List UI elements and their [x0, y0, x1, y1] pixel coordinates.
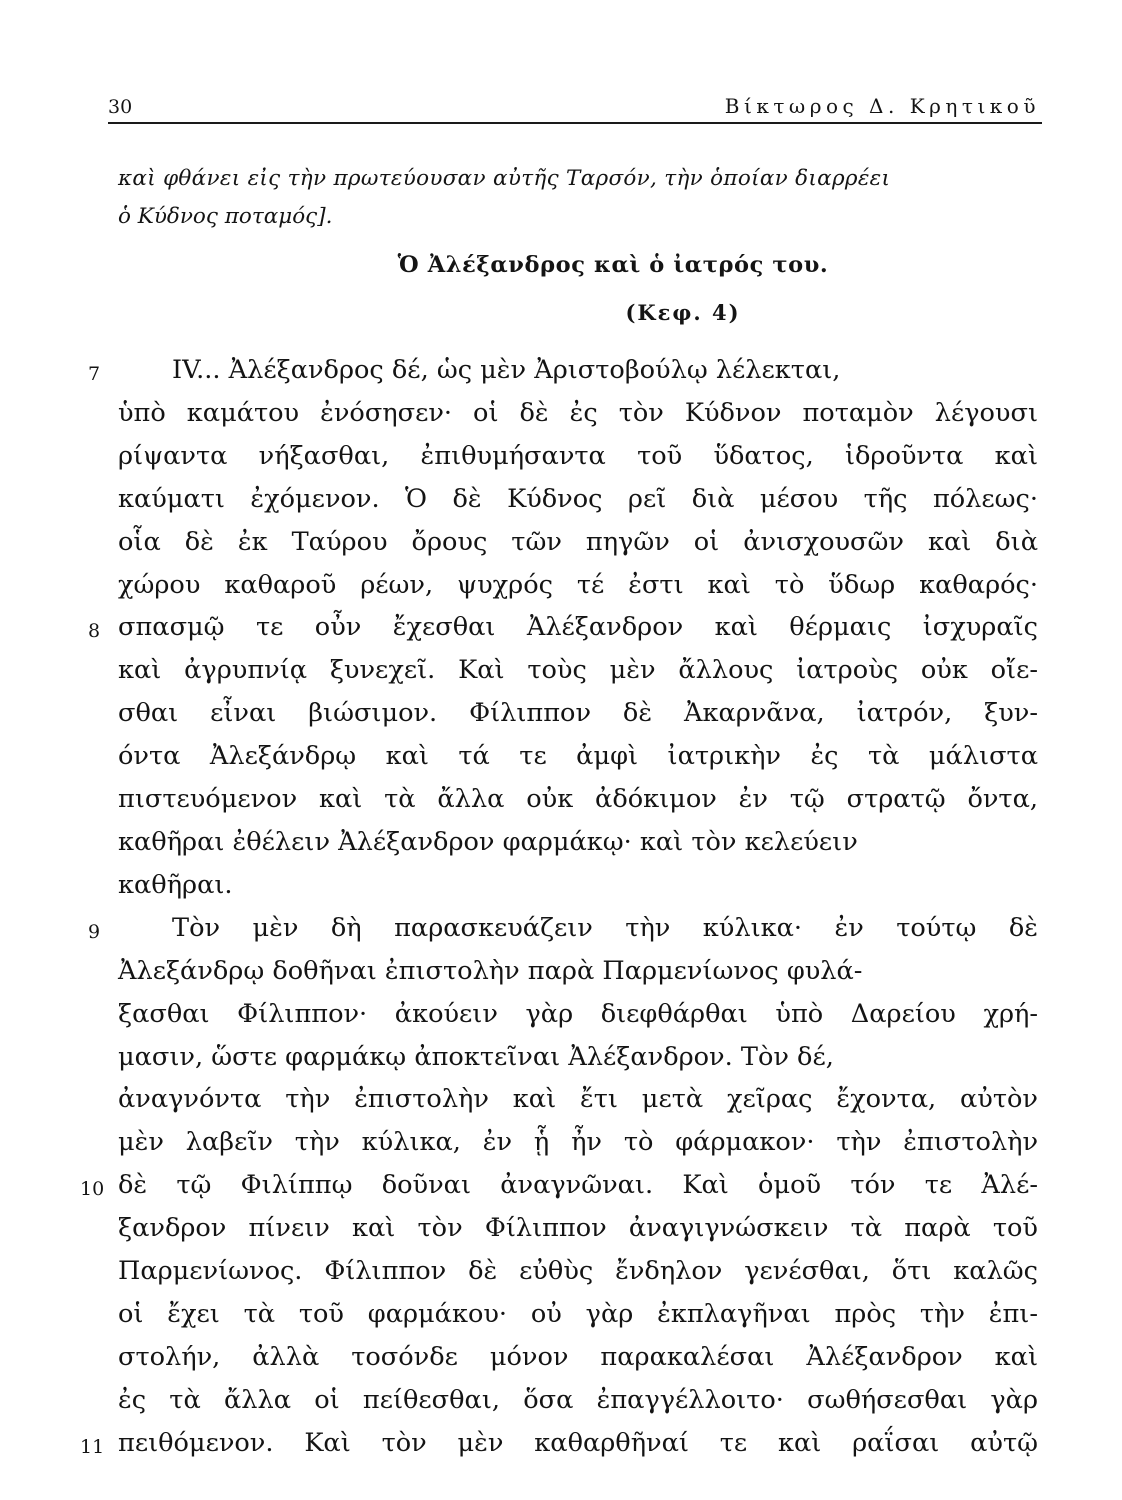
line-text: Τὸν μὲν δὴ παρασκευάζειν τὴν κύλικα· ἐν τούτῳ δὲ — [172, 912, 1038, 943]
text-line — [88, 349, 1046, 392]
margin-line-number: 9 — [88, 920, 101, 943]
margin-line-number: 7 — [88, 363, 101, 385]
margin-line-number: 11 — [80, 1435, 105, 1458]
running-header — [108, 94, 1042, 124]
text-line — [118, 1379, 1046, 1422]
line-text: όντα Ἀλεξάνδρῳ καὶ τά τε ἀμφὶ ἰατρικὴν ἐς τὰ μάλιστα — [118, 741, 1038, 772]
margin-line-number: 10 — [80, 1178, 105, 1201]
text-line — [118, 1250, 1046, 1293]
text-line — [118, 1121, 1046, 1164]
text-line — [118, 1078, 1046, 1121]
body-text — [80, 349, 1046, 1465]
line-text: ξανδρον πίνειν καὶ τὸν Φίλιππον ἀναγιγνώσκειν τὰ παρὰ τοῦ — [118, 1213, 1038, 1244]
line-text: ρίψαντα νήξασθαι, ἐπιθυμήσαντα τοῦ ὕδατος, ἱδροῦντα καὶ — [118, 440, 1038, 471]
text-line — [118, 521, 1046, 564]
line-text: σθαι εἶναι βιώσιμον. Φίλιππον δὲ Ἀκαρνᾶνα, ἰατρόν, ξυν- — [118, 698, 1038, 729]
chapter-label: (Κεφ. 4) — [625, 300, 741, 325]
margin-line-number: 8 — [88, 620, 101, 643]
line-text: καύματι ἐχόμενον. Ὁ δὲ Κύδνος ρεῖ διὰ μέσου τῆς πόλεως· — [118, 483, 1038, 514]
line-text: πειθόμενον. Καὶ τὸν μὲν καθαρθῆναί τε καὶ ραΐσαι αὐτῷ — [118, 1427, 1038, 1458]
page-number: 30 — [108, 96, 133, 118]
footnote-line: καὶ φθάνει εἰς τὴν πρωτεύουσαν αὐτῆς Ταρσόν, τὴν ὁποίαν διαρρέει — [118, 166, 891, 191]
text-line — [118, 1036, 1046, 1079]
line-text: καθῆραι. — [118, 869, 233, 900]
line-text: ὑπὸ καμάτου ἐνόσησεν· οἱ δὲ ἐς τὸν Κύδνον ποταμὸν λέγουσι — [118, 397, 1038, 428]
line-text: ἐς τὰ ἄλλα οἱ πείθεσθαι, ὅσα ἐπαγγέλλοιτο· σωθήσεσθαι γὰρ — [118, 1384, 1038, 1415]
text-line — [118, 735, 1046, 778]
footnote-continuation — [118, 160, 1038, 236]
line-text: Ἀλεξάνδρῳ δοθῆναι ἐπιστολὴν παρὰ Παρμενίωνος φυλά- — [118, 955, 863, 986]
line-text: οἷα δὲ ἐκ Ταύρου ὄρους τῶν πηγῶν οἱ ἀνισχουσῶν καὶ διὰ — [118, 526, 1038, 557]
line-text: Παρμενίωνος. Φίλιππον δὲ εὐθὺς ἔνδηλον γενέσθαι, ὅτι καλῶς — [118, 1256, 1038, 1287]
text-line — [118, 821, 1046, 864]
text-line — [118, 993, 1046, 1036]
text-line — [118, 1336, 1046, 1379]
text-line — [118, 649, 1046, 692]
text-line — [118, 435, 1046, 478]
text-line — [118, 864, 1046, 907]
footnote-line: ὁ Κύδνος ποταμός]. — [118, 204, 333, 229]
line-text: καὶ ἀγρυπνίᾳ ξυνεχεῖ. Καὶ τοὺς μὲν ἄλλους ἰατροὺς οὐκ οἴε- — [118, 655, 1038, 686]
line-text: μὲν λαβεῖν τὴν κύλικα, ἐν ᾗ ἦν τὸ φάρμακον· τὴν ἐπιστολὴν — [118, 1127, 1038, 1158]
line-text: χώρου καθαροῦ ρέων, ψυχρός τέ ἐστι καὶ τὸ ὕδωρ καθαρός· — [118, 569, 1038, 600]
text-line — [118, 692, 1046, 735]
text-line — [118, 1207, 1046, 1250]
line-text: μασιν, ὥστε φαρμάκῳ ἀποκτεῖναι Ἀλέξανδρον. Τὸν δέ, — [118, 1041, 834, 1072]
line-text: ἀναγνόντα τὴν ἐπιστολὴν καὶ ἔτι μετὰ χεῖρας ἔχοντα, αὐτὸν — [118, 1084, 1038, 1115]
text-line — [88, 907, 1046, 950]
line-text: δὲ τῷ Φιλίππῳ δοῦναι ἀναγνῶναι. Καὶ ὁμοῦ τόν τε Ἀλέ- — [118, 1170, 1038, 1201]
line-text: σπασμῷ τε οὖν ἔχεσθαι Ἀλέξανδρον καὶ θέρμαις ἰσχυραῖς — [118, 612, 1038, 643]
text-line — [88, 606, 1046, 649]
running-title: Βίκτωρος Δ. Κρητικοῦ — [724, 94, 1040, 118]
text-line — [80, 1422, 1046, 1465]
line-text: πιστευόμενον καὶ τὰ ἄλλα οὐκ ἀδόκιμον ἐν τῷ στρατῷ ὄντα, — [118, 784, 1038, 815]
text-line — [118, 564, 1046, 607]
text-line — [118, 392, 1046, 435]
line-text: ξασθαι Φίλιππον· ἀκούειν γὰρ διεφθάρθαι ὑπὸ Δαρείου χρή- — [118, 998, 1038, 1029]
line-text: οἱ ἔχει τὰ τοῦ φαρμάκου· οὐ γὰρ ἐκπλαγῆναι πρὸς τὴν ἐπι- — [118, 1298, 1038, 1329]
text-line — [118, 478, 1046, 521]
line-text: στολήν, ἀλλὰ τοσόνδε μόνον παρακαλέσαι Ἀλέξανδρον καὶ — [118, 1341, 1038, 1372]
text-line — [118, 1293, 1046, 1336]
line-text: καθῆραι ἐθέλειν Ἀλέξανδρον φαρμάκῳ· καὶ τὸν κελεύειν — [118, 826, 858, 857]
text-line — [80, 1164, 1046, 1207]
text-line — [118, 778, 1046, 821]
text-line — [118, 950, 1046, 993]
section-title: Ὁ Ἀλέξανδρος καὶ ὁ ἰατρός του. — [397, 252, 829, 278]
line-text: IV... Ἀλέξανδρος δέ, ὡς μὲν Ἀριστοβούλῳ λέλεκται, — [172, 355, 841, 385]
